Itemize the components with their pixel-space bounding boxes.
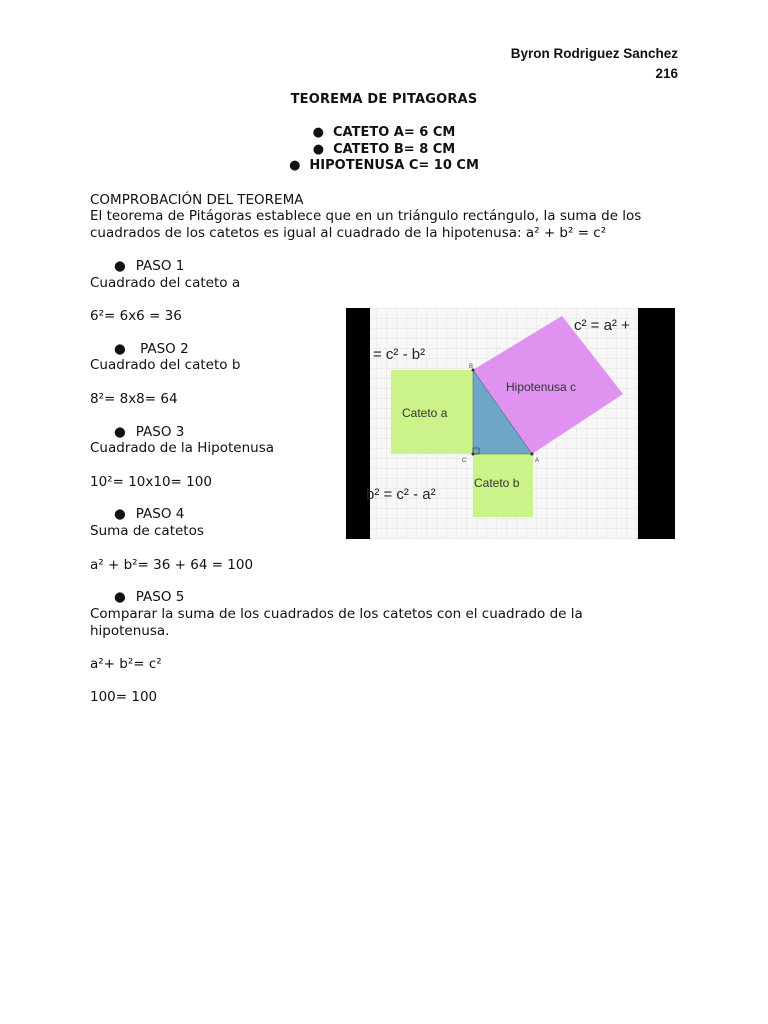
step-label <box>114 258 184 275</box>
label-hipotenusa: Hipotenusa c <box>506 380 577 394</box>
section-heading: COMPROBACIÓN DEL TEOREMA <box>90 192 304 208</box>
bullet-icon: ● <box>114 341 126 357</box>
step-description-line-2: hipotenusa. <box>90 623 170 639</box>
step-label-text: PASO 2 <box>135 341 189 357</box>
step-description-line-1: Comparar la suma de los cuadrados de los catetos con el cuadrado de la <box>90 606 583 622</box>
author-name: Byron Rodriguez Sanchez <box>510 46 678 61</box>
step-calculation: 6²= 6x6 = 36 <box>90 308 182 324</box>
fact-item <box>0 158 768 175</box>
step-description: Suma de catetos <box>90 523 204 539</box>
step-calculation: a² + b²= 36 + 64 = 100 <box>90 557 254 573</box>
intro-line-2: cuadrados de los catetos es igual al cuadrado de la hipotenusa: a² + b² = c² <box>90 225 607 241</box>
formula-bottom: b² = c² - a² <box>366 486 436 503</box>
step-calculation: 8²= 8x8= 64 <box>90 391 178 407</box>
step-calculation-result: 100= 100 <box>90 689 158 705</box>
step-description: Cuadrado del cateto a <box>90 275 241 291</box>
step-label <box>114 506 184 523</box>
bullet-icon: ● <box>312 141 325 157</box>
vertex-c-dot <box>472 453 475 456</box>
fact-item <box>0 142 768 159</box>
step-description: Cuadrado del cateto b <box>90 357 241 373</box>
fact-text: CATETO A= 6 CM <box>333 125 456 140</box>
student-number: 216 <box>655 66 678 81</box>
step-calculation: 10²= 10x10= 100 <box>90 474 212 490</box>
step-label-text: PASO 1 <box>135 258 185 274</box>
label-cateto-b: Cateto b <box>474 476 520 490</box>
bullet-icon: ● <box>114 424 126 440</box>
fact-item <box>0 125 768 142</box>
fact-text: CATETO B= 8 CM <box>333 141 456 157</box>
fact-text: HIPOTENUSA C= 10 CM <box>309 158 479 173</box>
vertex-a-dot <box>531 453 534 456</box>
vertex-a-label: A <box>535 458 540 464</box>
step-label-text: PASO 4 <box>135 506 185 522</box>
bullet-icon: ● <box>114 589 126 605</box>
step-label <box>114 589 184 606</box>
step-label-text: PASO 5 <box>135 589 185 605</box>
bullet-icon: ● <box>114 506 126 522</box>
bullet-icon: ● <box>312 125 324 140</box>
label-cateto-a: Cateto a <box>402 406 448 420</box>
step-description: Cuadrado de la Hipotenusa <box>90 440 274 456</box>
formula-top-right: c² = a² + <box>574 317 630 334</box>
page-title: TEOREMA DE PITAGORAS <box>290 92 478 107</box>
step-calculation-formula: a²+ b²= c² <box>90 656 162 672</box>
pythagoras-diagram <box>346 308 675 539</box>
bullet-icon: ● <box>114 258 126 274</box>
facts-list <box>0 125 768 175</box>
step-label <box>114 424 184 441</box>
step-label-text: PASO 3 <box>135 424 185 440</box>
bullet-icon: ● <box>289 158 301 173</box>
vertex-c-label: C <box>462 458 467 464</box>
vertex-b-label: B <box>469 364 474 370</box>
intro-line-1: El teorema de Pitágoras establece que en un triángulo rectángulo, la suma de los <box>90 208 642 224</box>
step-label <box>114 341 189 358</box>
pythagoras-figure <box>346 308 675 539</box>
formula-left: = c² - b² <box>373 346 426 363</box>
